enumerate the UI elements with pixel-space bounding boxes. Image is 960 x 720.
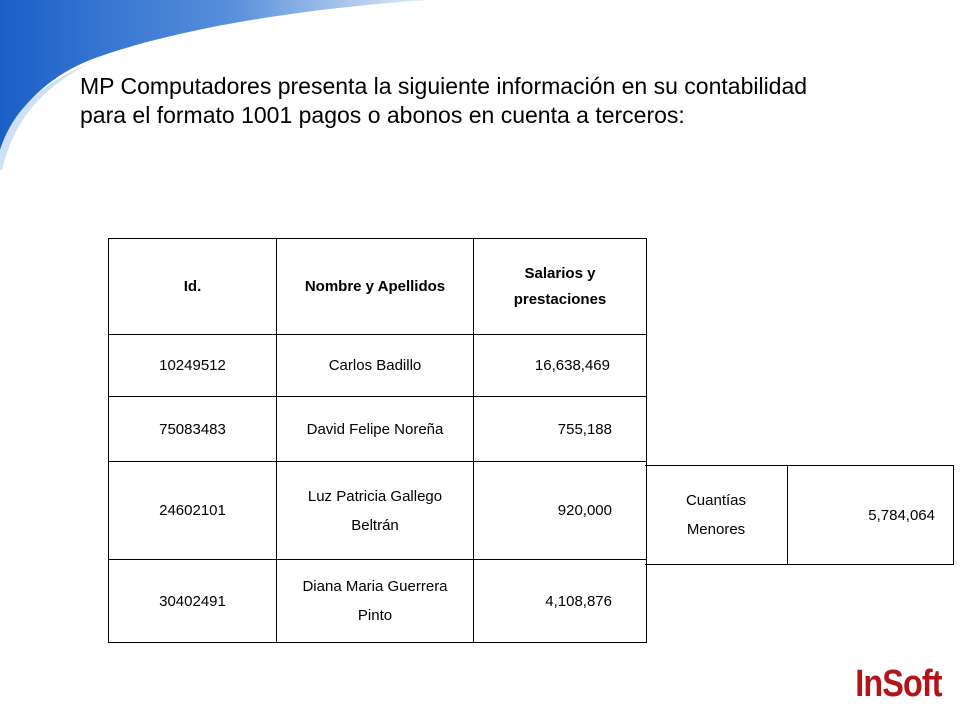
cell-name: [277, 397, 474, 462]
cuantias-label-line-2: Menores: [686, 521, 746, 538]
cell-name-line-1: Carlos Badillo: [328, 357, 422, 374]
cuantias-label-line-1: Cuantías: [685, 492, 747, 509]
header-salary-line-1: Salarios y: [524, 264, 596, 282]
cell-name-line-1: David Felipe Noreña: [306, 420, 444, 438]
header-name: Nombre y Apellidos: [277, 239, 474, 335]
intro-line-2: para el formato 1001 pagos o abonos en cuenta a terceros:: [80, 102, 685, 128]
header-id: Id.: [109, 239, 277, 335]
cuantias-menores-box: [645, 465, 954, 565]
cell-name: [277, 560, 474, 643]
header-salary-line-2: prestaciones: [513, 290, 607, 308]
cell-id: 10249512: [109, 335, 277, 397]
table-row: [109, 462, 647, 560]
cell-salary: 920,000: [474, 462, 647, 560]
cell-id: 30402491: [109, 560, 277, 643]
header-salary: [474, 239, 647, 335]
cell-id: 24602101: [109, 462, 277, 560]
cell-name-line-2: Beltrán: [351, 516, 399, 534]
cell-salary: 16,638,469: [474, 335, 647, 397]
cuantias-menores-value: 5,784,064: [788, 466, 954, 565]
cuantias-menores-row: [645, 466, 954, 565]
cell-salary: 755,188: [474, 397, 647, 462]
cell-name-line-1: Diana Maria Guerrera: [302, 578, 448, 595]
cell-name-line-1: Luz Patricia Gallego: [307, 487, 443, 505]
table-row: [109, 397, 647, 462]
table-header-row: [109, 239, 647, 335]
intro-text: [80, 72, 880, 130]
cell-name-line-2: Pinto: [357, 607, 393, 624]
payments-table: [108, 238, 647, 643]
table-row: [109, 335, 647, 397]
cell-name: [277, 462, 474, 560]
cuantias-menores-label: [645, 466, 788, 565]
cell-id: 75083483: [109, 397, 277, 462]
cell-name: [277, 335, 474, 397]
cell-salary: 4,108,876: [474, 560, 647, 643]
table-row: [109, 560, 647, 643]
insoft-logo: InSoft: [855, 663, 942, 705]
intro-line-1: MP Computadores presenta la siguiente información en su contabilidad: [80, 73, 808, 99]
